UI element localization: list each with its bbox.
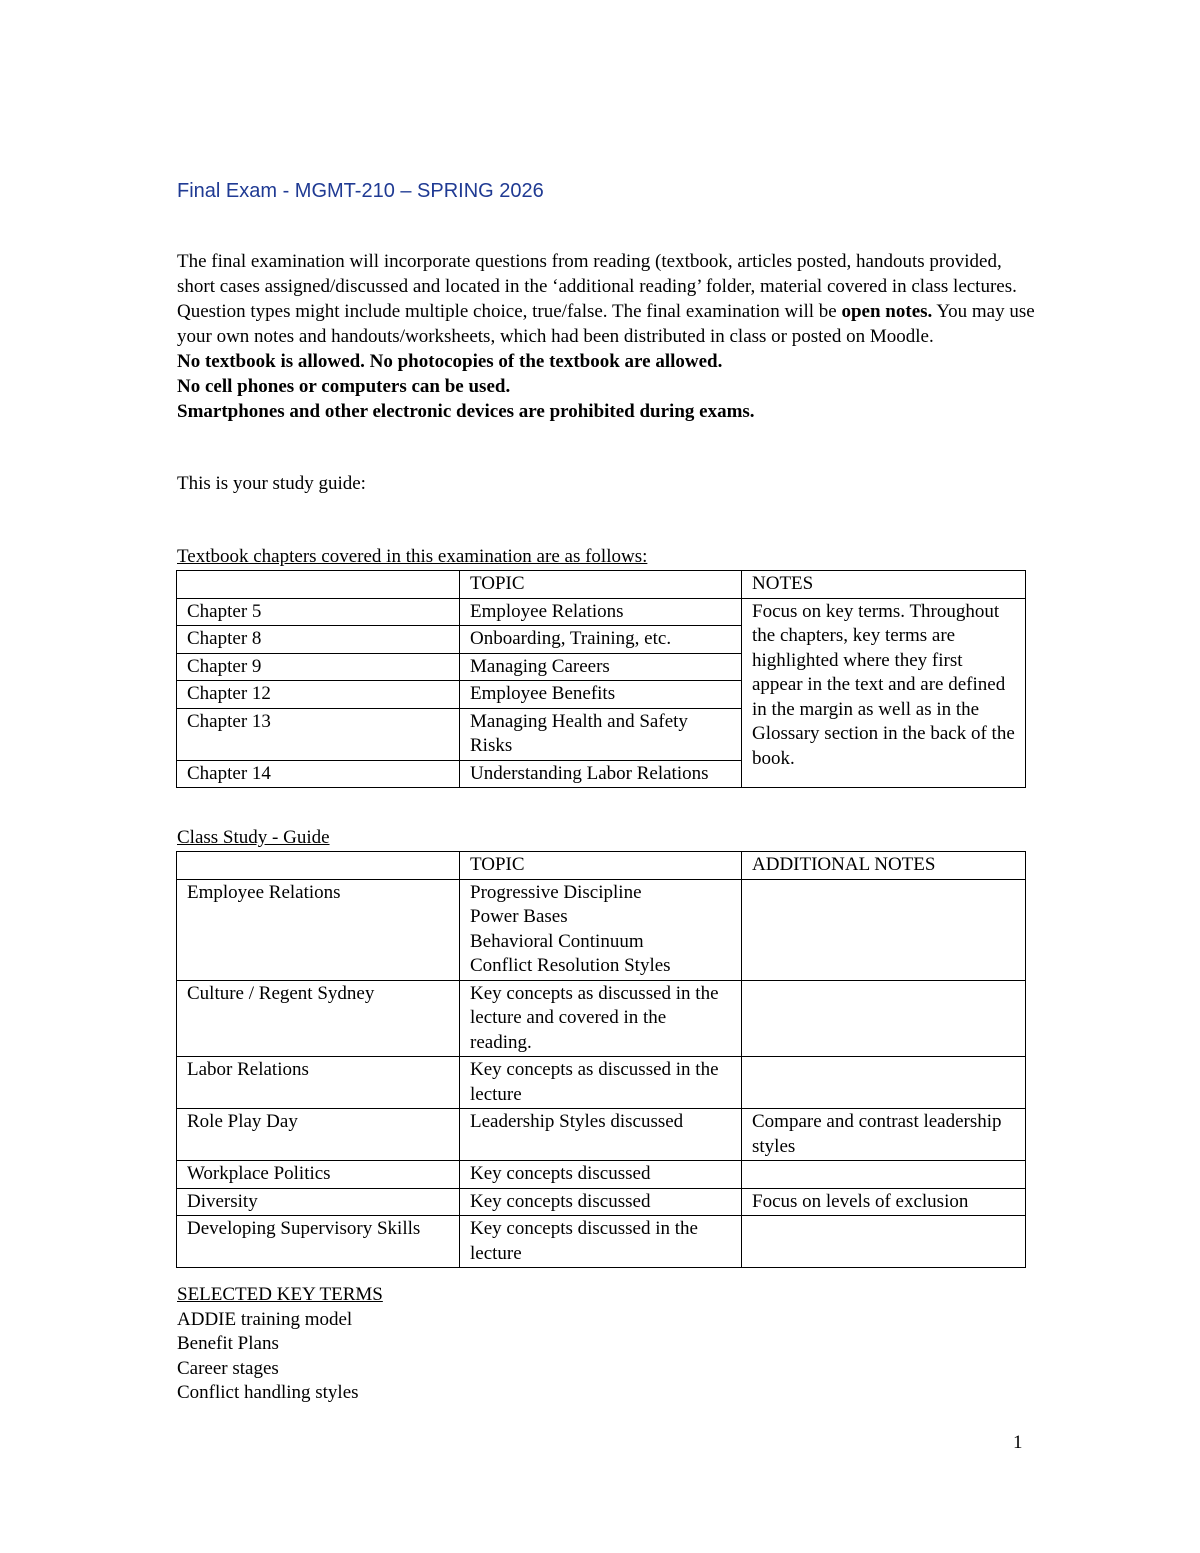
topic-cell: Key concepts discussed	[460, 1161, 742, 1189]
study-guide-line: This is your study guide:	[177, 473, 366, 494]
table-header-row	[177, 571, 1026, 599]
intro-text-start: The final examination will incorporate questions from reading (textbook, articles posted, handouts provided, short cases assigned/discussed and located in the ‘additional reading’ folder, material covered in class lectures. Question types might include multiple choice, true/false. The final examination will be	[177, 251, 1017, 322]
subject-cell: Role Play Day	[177, 1109, 460, 1161]
key-terms-section	[177, 1283, 383, 1406]
rule-no-phones: No cell phones or computers can be used.	[177, 376, 511, 397]
topic-line: Behavioral Continuum	[470, 930, 644, 952]
key-term-item: Conflict handling styles	[177, 1382, 359, 1403]
chapters-table-caption: Textbook chapters covered in this examination are as follows:	[177, 546, 648, 567]
header-cell-notes: NOTES	[742, 571, 1026, 599]
notes-cell: Focus on levels of exclusion	[742, 1188, 1026, 1216]
chapter-cell: Chapter 5	[177, 598, 460, 626]
table-row	[177, 1161, 1026, 1189]
subject-cell: Workplace Politics	[177, 1161, 460, 1189]
table-row	[177, 1216, 1026, 1268]
subject-cell: Labor Relations	[177, 1057, 460, 1109]
topic-cell: Key concepts as discussed in the lecture	[460, 1057, 742, 1109]
subject-cell: Employee Relations	[177, 879, 460, 980]
topic-cell: Managing Health and Safety Risks	[460, 708, 742, 760]
chapter-cell: Chapter 9	[177, 653, 460, 681]
class-study-table	[176, 851, 1026, 1268]
key-term-item: ADDIE training model	[177, 1308, 353, 1330]
notes-cell: Focus on key terms. Throughout the chapters, key terms are highlighted where they first appear in the text and are defined in the margin as well as in the Glossary section in the back of the book.	[742, 598, 1026, 788]
notes-cell	[742, 1161, 1026, 1189]
table-row	[177, 598, 1026, 626]
chapter-cell: Chapter 13	[177, 708, 460, 760]
intro-paragraph	[177, 249, 1037, 424]
table-row	[177, 879, 1026, 980]
topic-line: Conflict Resolution Styles	[470, 955, 671, 976]
notes-cell	[742, 1216, 1026, 1268]
header-cell	[177, 852, 460, 880]
table-row	[177, 980, 1026, 1057]
chapter-cell: Chapter 12	[177, 681, 460, 709]
topic-cell: Leadership Styles discussed	[460, 1109, 742, 1161]
key-term-item: Career stages	[177, 1357, 279, 1379]
topic-cell: Onboarding, Training, etc.	[460, 626, 742, 654]
topic-line: Power Bases	[470, 906, 568, 927]
intro-text	[177, 249, 1037, 349]
topic-cell: Key concepts as discussed in the lecture and covered in the reading.	[460, 980, 742, 1057]
key-terms-heading: SELECTED KEY TERMS	[177, 1284, 383, 1305]
page-title: Final Exam - MGMT-210 – SPRING 2026	[177, 180, 544, 202]
chapters-table	[176, 570, 1026, 788]
header-cell-topic: TOPIC	[460, 852, 742, 880]
topic-cell: Understanding Labor Relations	[460, 760, 742, 788]
page-number: 1	[1013, 1432, 1023, 1453]
topic-cell: Key concepts discussed in the lecture	[460, 1216, 742, 1268]
notes-cell	[742, 1057, 1026, 1109]
table-row	[177, 1188, 1026, 1216]
key-term-item: Benefit Plans	[177, 1333, 279, 1354]
table-header-row	[177, 852, 1026, 880]
notes-cell: Compare and contrast leadership styles	[742, 1109, 1026, 1161]
header-cell-topic: TOPIC	[460, 571, 742, 599]
intro-text-end: You may use your own notes and handouts/worksheets, which had been distributed in class or posted on Moodle.	[177, 301, 1035, 347]
rule-no-devices: Smartphones and other electronic devices are prohibited during exams.	[177, 401, 755, 422]
table-row	[177, 1057, 1026, 1109]
topic-cell	[460, 879, 742, 980]
topic-cell: Key concepts discussed	[460, 1188, 742, 1216]
subject-cell: Developing Supervisory Skills	[177, 1216, 460, 1268]
topic-cell: Employee Benefits	[460, 681, 742, 709]
rule-no-textbook: No textbook is allowed. No photocopies of the textbook are allowed.	[177, 351, 723, 372]
subject-cell: Diversity	[177, 1188, 460, 1216]
notes-cell	[742, 879, 1026, 980]
chapter-cell: Chapter 14	[177, 760, 460, 788]
header-cell	[177, 571, 460, 599]
open-notes-emphasis: open notes.	[841, 301, 933, 322]
chapter-cell: Chapter 8	[177, 626, 460, 654]
table-row	[177, 1109, 1026, 1161]
class-table-caption: Class Study - Guide	[177, 827, 330, 848]
topic-line: Progressive Discipline	[470, 881, 642, 903]
notes-cell	[742, 980, 1026, 1057]
topic-cell: Managing Careers	[460, 653, 742, 681]
header-cell-additional-notes: ADDITIONAL NOTES	[742, 852, 1026, 880]
topic-cell: Employee Relations	[460, 598, 742, 626]
subject-cell: Culture / Regent Sydney	[177, 980, 460, 1057]
